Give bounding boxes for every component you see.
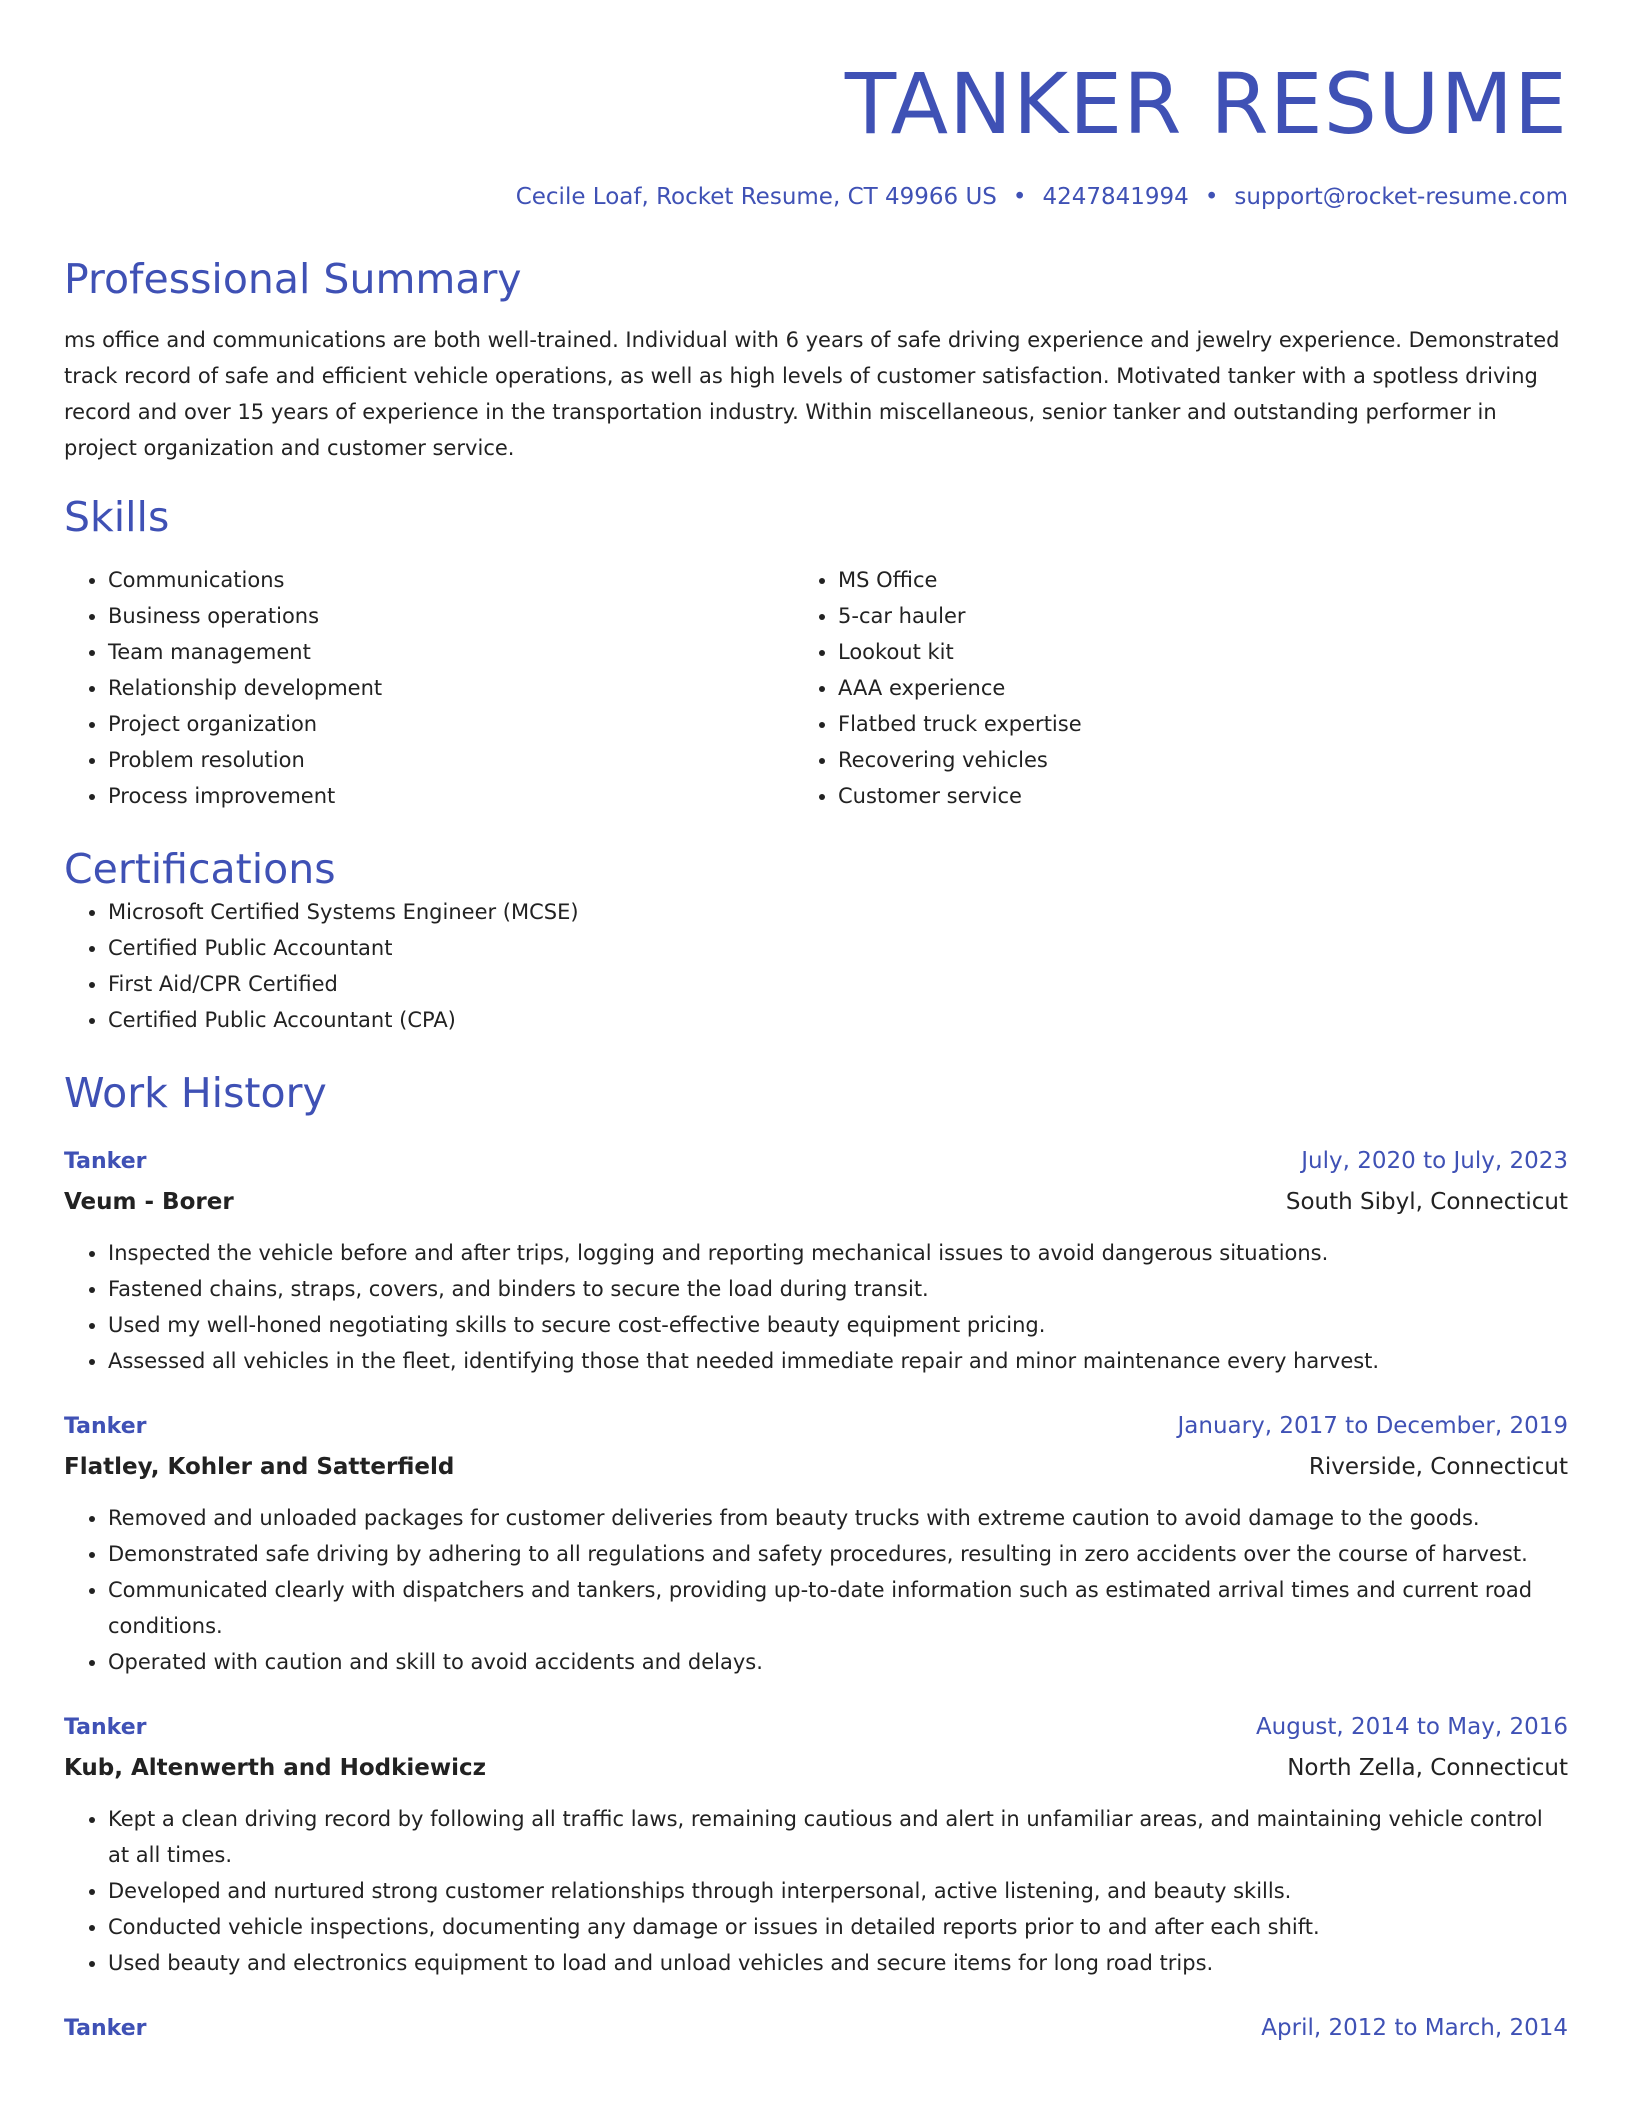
job-bullet: • Kept a clean driving record by following all traffic laws, remaining cautious and alert in unfamiliar areas, and maintaining vehicle control at all times. [108, 1801, 1568, 1873]
certifications-heading: Certifications [64, 845, 336, 893]
job-dates: January, 2017 to December, 2019 [1177, 1413, 1568, 1439]
skill-item: • Customer service [838, 778, 1568, 814]
job-dates: July, 2020 to July, 2023 [1301, 1148, 1568, 1174]
job-entry [64, 1146, 1568, 1379]
summary-heading: Professional Summary [64, 255, 522, 303]
contact-separator: • [1012, 184, 1027, 210]
resume-title: TANKER RESUME [844, 55, 1568, 153]
job-location: South Sibyl, Connecticut [1285, 1189, 1568, 1215]
contact-address: Cecile Loaf, Rocket Resume, CT 49966 US [515, 184, 997, 210]
resume-page [64, 0, 1568, 2044]
job-role: Tanker [64, 2016, 147, 2041]
job-company: Veum - Borer [64, 1189, 234, 1215]
job-role: Tanker [64, 1715, 147, 1740]
skills-right-column [838, 562, 1568, 814]
job-bullets [64, 1500, 1568, 1680]
job-bullet: • Developed and nurtured strong customer relationships through interpersonal, active listening, and beauty skills. [108, 1873, 1568, 1909]
job-bullet: • Removed and unloaded packages for customer deliveries from beauty trucks with extreme caution to avoid damage to the goods. [108, 1500, 1568, 1536]
job-dates: August, 2014 to May, 2016 [1255, 1714, 1568, 1740]
job-role: Tanker [64, 1149, 147, 1174]
certification-item: • Certified Public Accountant [108, 930, 1568, 966]
skill-item: • 5-car hauler [838, 598, 1568, 634]
job-bullets [64, 1801, 1568, 1981]
job-bullet: • Inspected the vehicle before and after trips, logging and reporting mechanical issues to avoid dangerous situations. [108, 1235, 1568, 1271]
certification-item: • Certified Public Accountant (CPA) [108, 1002, 1568, 1038]
job-bullet: • Demonstrated safe driving by adhering to all regulations and safety procedures, resulting in zero accidents over the course of harvest. [108, 1536, 1568, 1572]
job-bullet: • Fastened chains, straps, covers, and binders to secure the load during transit. [108, 1271, 1568, 1307]
summary-text: ms office and communications are both well-trained. Individual with 6 years of safe driving experience and jewelry experience. Demonstrated track record of safe and efficient vehicle operations, as well as high levels of customer satisfaction. Motivated tanker with a spotless driving record and over 15 years of experience in the transportation industry. Within miscellaneous, senior tanker and outstanding performer in project organization and customer service. [64, 328, 1560, 460]
contact-phone: 4247841994 [1042, 184, 1189, 210]
skill-item: • AAA experience [838, 670, 1568, 706]
skill-item: • Communications [108, 562, 838, 598]
job-entry [64, 1712, 1568, 1981]
job-role: Tanker [64, 1414, 147, 1439]
certifications-list [64, 894, 1568, 1038]
job-company: Kub, Altenwerth and Hodkiewicz [64, 1755, 487, 1781]
skill-item: • Process improvement [108, 778, 838, 814]
job-bullets [64, 1235, 1568, 1379]
skill-item: • MS Office [838, 562, 1568, 598]
job-entry [64, 1411, 1568, 1680]
contact-email[interactable]: support@rocket-resume.com [1234, 184, 1568, 210]
contact-line [64, 182, 1568, 212]
certification-item: • Microsoft Certified Systems Engineer (MCSE) [108, 894, 1568, 930]
skill-item: • Team management [108, 634, 838, 670]
certification-item: • First Aid/CPR Certified [108, 966, 1568, 1002]
job-location: North Zella, Connecticut [1287, 1755, 1568, 1781]
job-location: Riverside, Connecticut [1308, 1454, 1568, 1480]
job-dates: April, 2012 to March, 2014 [1261, 2015, 1568, 2041]
job-company: Flatley, Kohler and Satterfield [64, 1454, 455, 1480]
skill-item: • Project organization [108, 706, 838, 742]
skill-item: • Recovering vehicles [838, 742, 1568, 778]
skill-item: • Business operations [108, 598, 838, 634]
job-bullet: • Assessed all vehicles in the fleet, identifying those that needed immediate repair and minor maintenance every harvest. [108, 1343, 1568, 1379]
skills-list [64, 562, 1568, 814]
skills-heading: Skills [64, 493, 170, 541]
work-history-heading: Work History [64, 1069, 327, 1117]
skill-item: • Lookout kit [838, 634, 1568, 670]
skill-item: • Flatbed truck expertise [838, 706, 1568, 742]
skills-left-column [64, 562, 838, 814]
job-bullet: • Conducted vehicle inspections, documenting any damage or issues in detailed reports prior to and after each shift. [108, 1909, 1568, 1945]
job-bullet: • Used my well-honed negotiating skills to secure cost-effective beauty equipment pricing. [108, 1307, 1568, 1343]
skill-item: • Relationship development [108, 670, 838, 706]
job-bullet: • Used beauty and electronics equipment to load and unload vehicles and secure items for long road trips. [108, 1945, 1568, 1981]
job-bullet: • Communicated clearly with dispatchers and tankers, providing up-to-date information such as estimated arrival times and current road conditions. [108, 1572, 1568, 1644]
contact-separator: • [1204, 184, 1219, 210]
skill-item: • Problem resolution [108, 742, 838, 778]
job-bullet: • Operated with caution and skill to avoid accidents and delays. [108, 1644, 1568, 1680]
job-entry [64, 2013, 1568, 2044]
